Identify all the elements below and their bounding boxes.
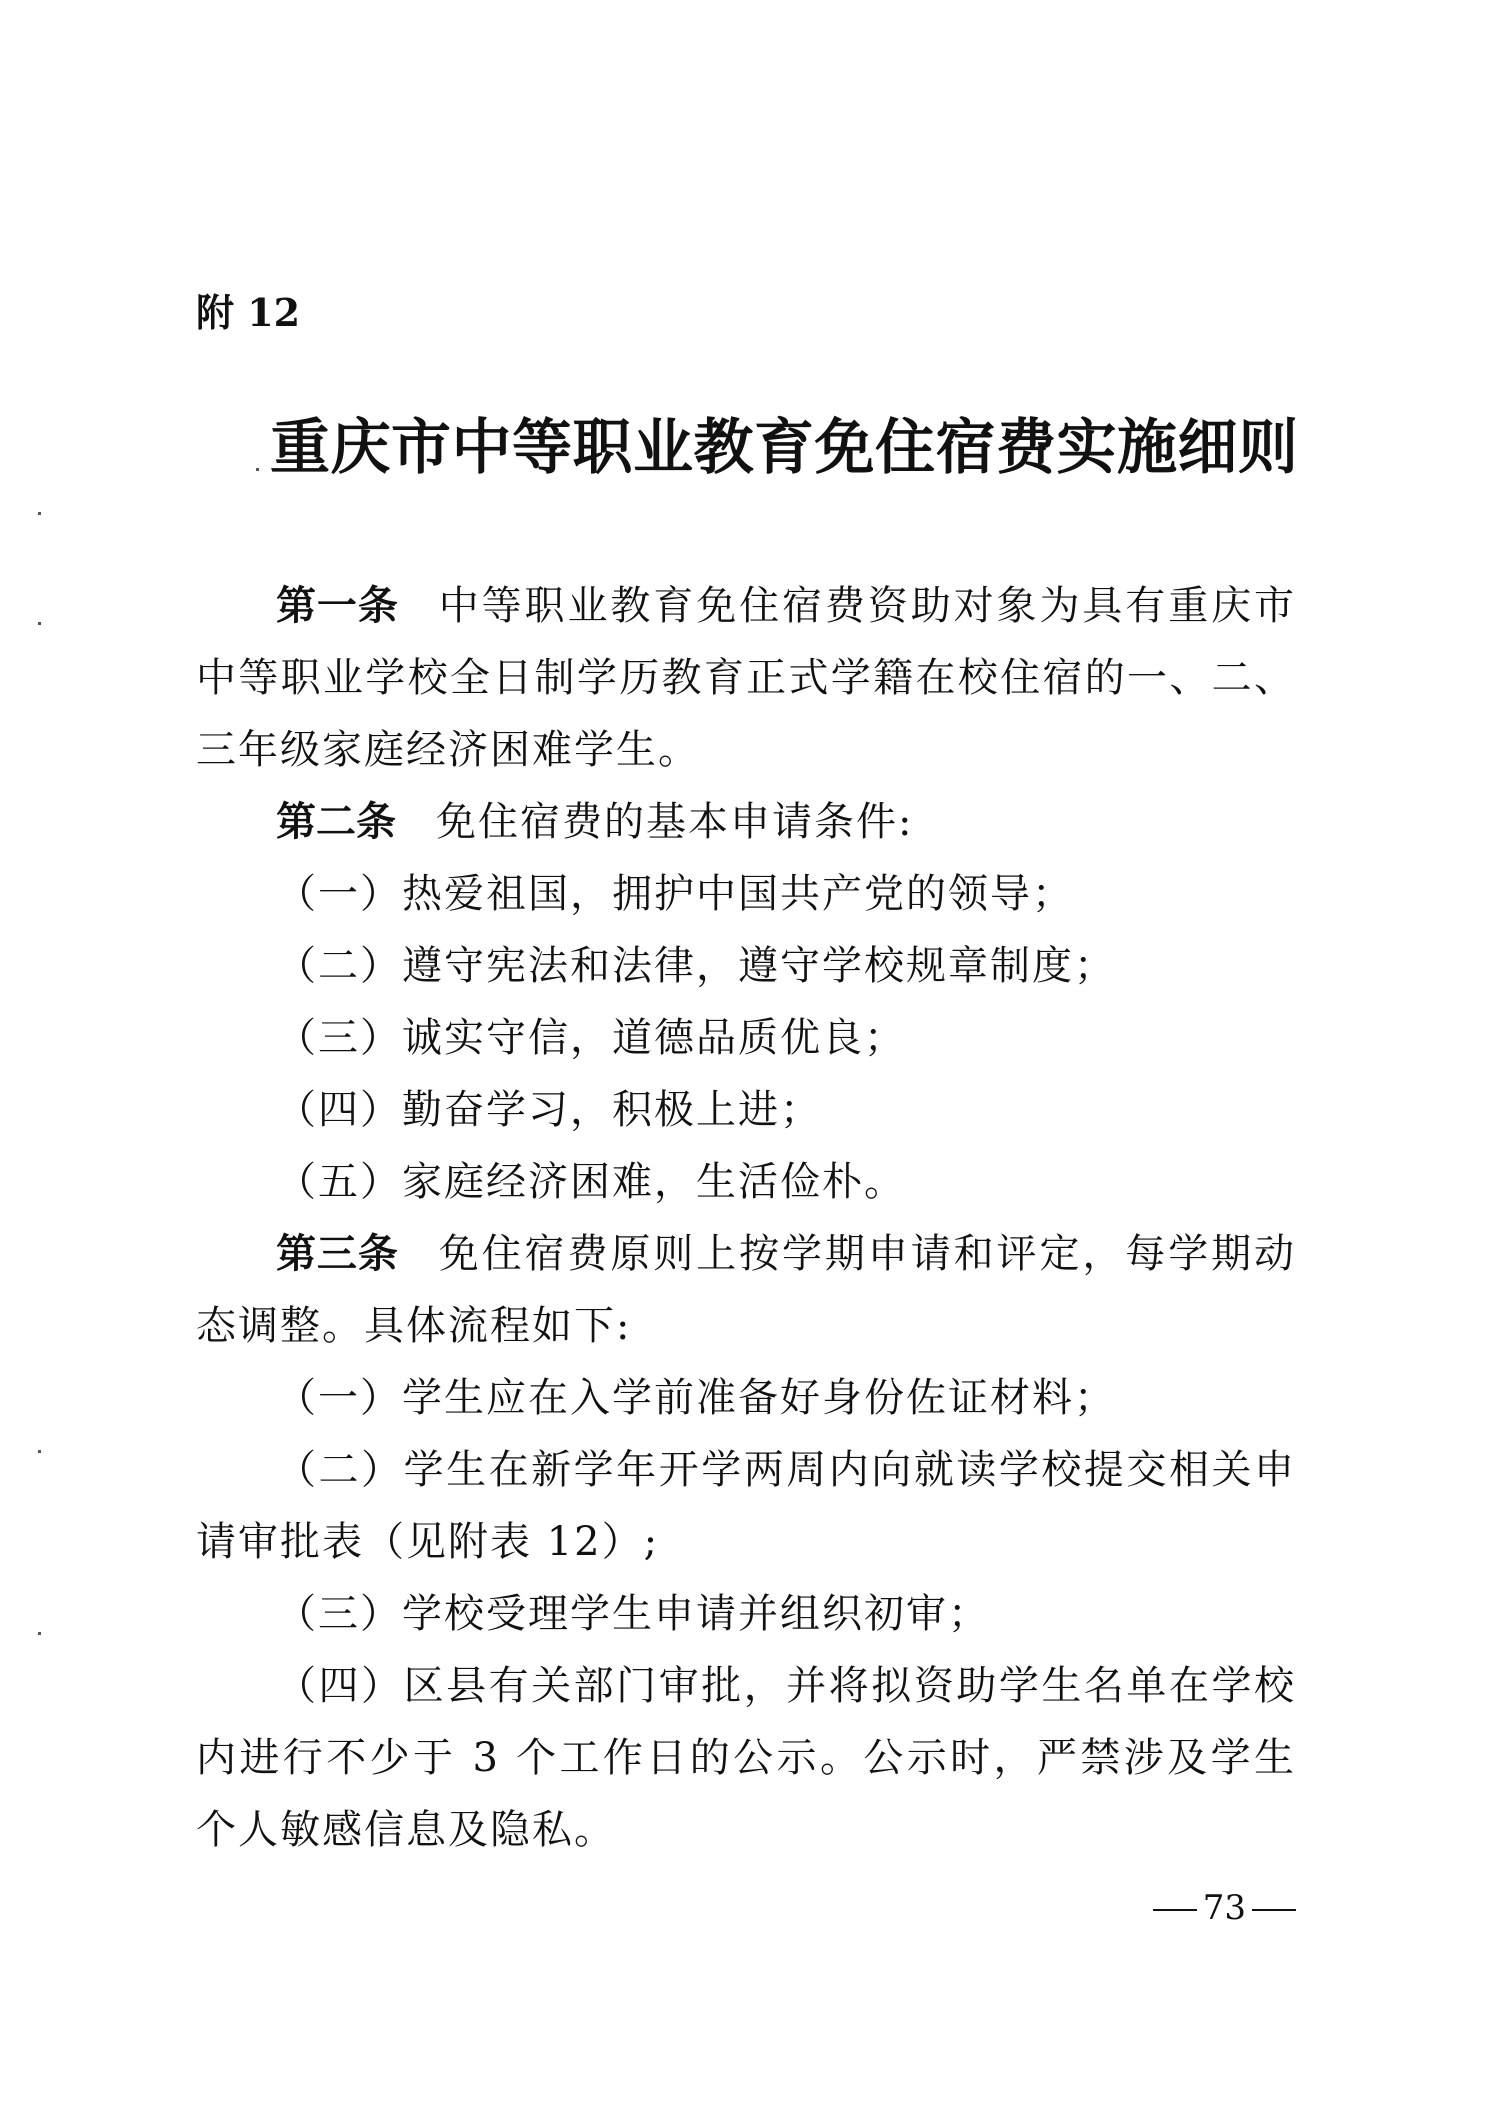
page-number <box>1147 1886 1302 1930</box>
paragraph-text: （三）学校受理学生申请并组织初审； <box>276 1591 990 1637</box>
list-item <box>196 1650 1296 1866</box>
scan-artifact <box>38 1632 41 1635</box>
paragraph-text: （三）诚实守信，道德品质优良； <box>276 1015 906 1061</box>
article-label: 第三条 <box>276 1230 399 1277</box>
list-item <box>196 1434 1296 1578</box>
paragraph-text: （一）热爱祖国，拥护中国共产党的领导； <box>276 871 1074 917</box>
article-label: 第二条 <box>276 798 396 845</box>
list-item <box>196 930 1296 1002</box>
list-item <box>196 1146 1296 1218</box>
list-item <box>196 1578 1296 1650</box>
paragraph-article-1 <box>196 570 1296 786</box>
paragraph-text: （一）学生应在入学前准备好身份佐证材料； <box>276 1375 1116 1421</box>
dash-right <box>1252 1909 1296 1911</box>
document-body <box>196 570 1296 1866</box>
list-item <box>196 1362 1296 1434</box>
list-item <box>196 1074 1296 1146</box>
paragraph-article-2 <box>196 786 1296 858</box>
paragraph-article-3 <box>196 1218 1296 1362</box>
paragraph-text: （二）遵守宪法和法律，遵守学校规章制度； <box>276 943 1116 989</box>
paragraph-text: 中等职业教育免住宿费资助对象为具有重庆市中等职业学校全日制学历教育正式学籍在校住宿的一、二、三年级家庭经济困难学生。 <box>196 583 1297 773</box>
paragraph-text: 免住宿费原则上按学期申请和评定，每学期动态调整。具体流程如下: <box>196 1231 1297 1349</box>
dash-left <box>1153 1909 1197 1911</box>
scan-artifact <box>38 1450 41 1453</box>
article-label: 第一条 <box>276 582 399 629</box>
scan-artifact <box>38 512 41 515</box>
attachment-label: 附 12 <box>196 290 301 335</box>
scan-artifact <box>38 622 41 625</box>
paragraph-text: （四）区县有关部门审批，并将拟资助学生名单在学校内进行不少于 3 个工作日的公示。公示时，严禁涉及学生个人敏感信息及隐私。 <box>196 1663 1296 1853</box>
paragraph-text: （五）家庭经济困难，生活俭朴。 <box>276 1159 906 1205</box>
document-title: 重庆市中等职业教育免住宿费实施细则 <box>270 413 1299 483</box>
page-number-text: 73 <box>1202 1888 1246 1928</box>
paragraph-text: （四）勤奋学习，积极上进； <box>276 1087 822 1133</box>
scan-artifact <box>256 468 259 471</box>
list-item <box>196 1002 1296 1074</box>
paragraph-text: （二）学生在新学年开学两周内向就读学校提交相关申请审批表（见附表 12）; <box>196 1447 1296 1565</box>
list-item <box>196 858 1296 930</box>
paragraph-text: 免住宿费的基本申请条件: <box>436 799 914 845</box>
